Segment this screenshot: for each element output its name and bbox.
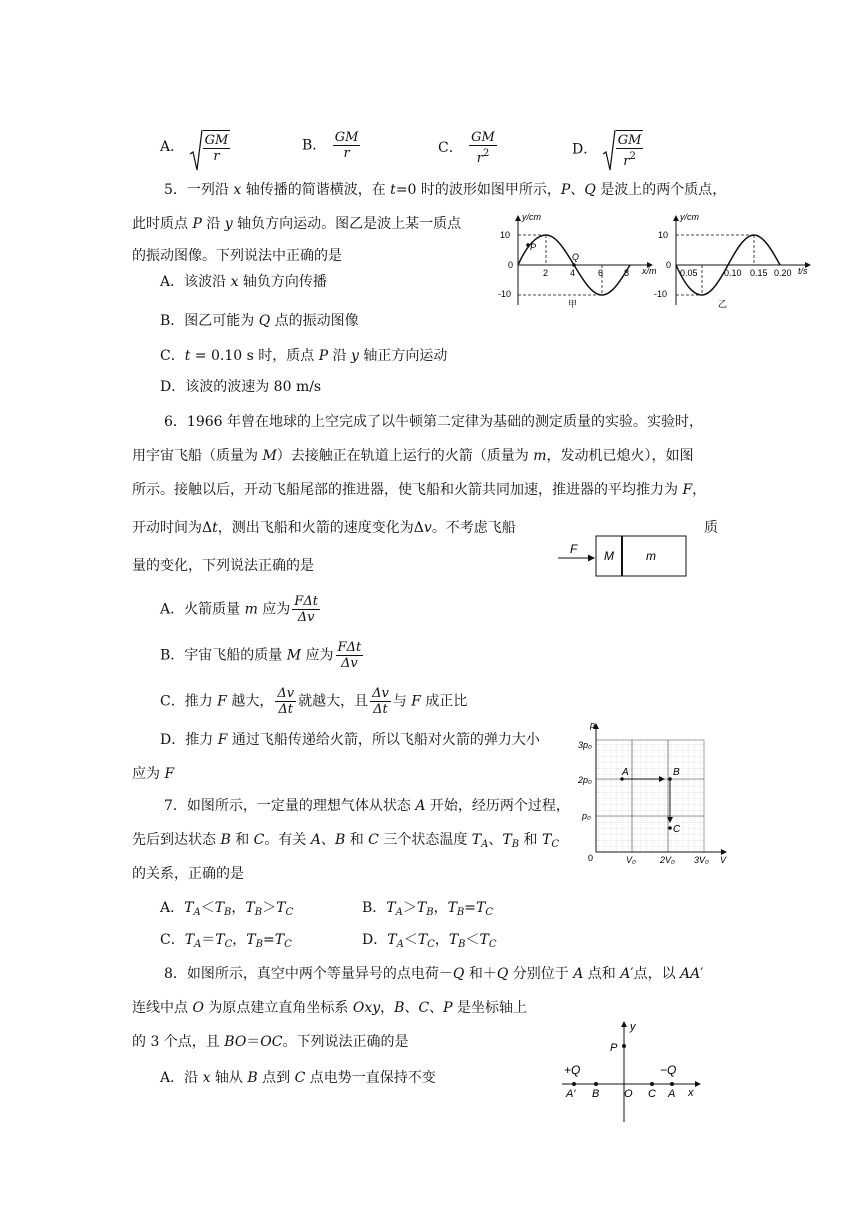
state-a-label: A — [622, 767, 629, 778]
svg-text:Q: Q — [572, 252, 580, 262]
ytick-label: 10 — [658, 230, 669, 240]
state-b-label: B — [673, 767, 680, 778]
ytick-label: 3p₀ — [578, 740, 592, 750]
sqrt-symbol: $\frac{GM}{r^2}$ — [602, 130, 644, 169]
q4-option-b: B． $\frac{GM}{r}$ — [302, 130, 359, 161]
graph-caption: 甲 — [568, 299, 578, 309]
minus-charge-label: −Q — [660, 1063, 677, 1077]
q7-option-c: C．$T_A=T_C$，$T_B=T_C$ — [160, 932, 292, 950]
q6-stem-line4: 开动时间为Δt，测出飞船和火箭的速度变化为Δv。不考虑飞船 — [132, 520, 516, 536]
q6-stem-line3: 所示。接触以后，开动飞船尾部的推进器，使飞船和火箭共同加速，推进器的平均推力为 F， — [132, 482, 707, 498]
xtick-label: 2V₀ — [660, 855, 675, 865]
xtick-label: 4 — [570, 268, 576, 278]
origin-label: 0 — [588, 853, 594, 863]
q5-option-d: D．该波的波速为 80 m/s — [160, 379, 322, 395]
xtick-label: 8 — [624, 268, 630, 278]
xtick-label: 0.05 — [680, 268, 698, 278]
vibration-graph-yi — [650, 210, 820, 310]
q4-options — [160, 116, 680, 169]
ytick-label: 0 — [508, 260, 514, 270]
q5-stem-line2: 此时质点 P 沿 y 轴负方向运动。图乙是波上某一质点 — [132, 216, 462, 232]
force-label: F — [570, 542, 578, 556]
xtick-label: 0.20 — [774, 268, 792, 278]
q7-stem-line3: 的关系，正确的是 — [132, 866, 244, 882]
plus-charge-label: +Q — [564, 1063, 581, 1077]
ship-label: M — [604, 549, 614, 563]
x-axis-label: V — [720, 855, 727, 865]
q8-stem-line2: 连线中点 O 为原点建立直角坐标系 Oxy，B、C、P 是坐标轴上 — [132, 1000, 528, 1016]
q6-stem-line5: 量的变化，下列说法正确的是 — [132, 558, 314, 574]
q7-option-b: B．$T_A>T_B$，$T_B=T_C$ — [362, 900, 494, 918]
x-axis-label: x — [688, 1087, 694, 1099]
point-a-label: A — [668, 1088, 676, 1100]
x-axis-label: x/m — [642, 266, 657, 276]
pv-graph — [574, 720, 734, 870]
y-axis-label: y/cm — [680, 212, 699, 222]
q5-option-b: B．图乙可能为 Q 点的振动图像 — [160, 313, 359, 329]
point-a-prime-label: A′ — [566, 1088, 576, 1100]
q4-option-c: C． $\frac{GM}{r^2}$ — [438, 130, 495, 166]
q6-stem-line4-end: 质 — [704, 520, 718, 536]
x-axis-label: t/s — [798, 266, 808, 276]
point-p-label: P — [610, 1042, 618, 1054]
rocket-label: m — [646, 549, 656, 563]
q8-stem-line1: 8．如图所示，真空中两个等量异号的点电荷－Q 和＋Q 分别位于 A 点和 A′点，以 AA′ — [164, 966, 704, 982]
q6-stem-line2: 用宇宙飞船（质量为 M）去接触正在轨道上运行的火箭（质量为 m，发动机已熄火），如图 — [132, 448, 694, 464]
wave-graph-jia — [492, 210, 662, 310]
ytick-label: -10 — [498, 289, 512, 299]
xtick-label: 3V₀ — [694, 855, 709, 865]
xtick-label: 6 — [598, 268, 604, 278]
xtick-label: 2 — [543, 268, 549, 278]
q6-option-c: C．推力 F 越大， $\frac{\Delta v}{\Delta t}$ 就越大，且 $\frac{\Delta v}{\Delta t}$ 与 F 成正比 — [160, 686, 468, 717]
q6-option-a: A．火箭质量 m 应为 $\frac{\text{FΔt}}{\Delta v}$ — [160, 594, 318, 625]
point-c-label: C — [648, 1088, 656, 1100]
graph-caption: 乙 — [718, 299, 728, 309]
xtick-label: 0.10 — [724, 268, 742, 278]
q7-option-d: D．$T_A<T_C$，$T_B<T_C$ — [362, 932, 497, 950]
q8-stem-line3: 的 3 个点，且 BO＝OC。下列说法正确的是 — [132, 1034, 409, 1050]
sqrt-symbol: $\frac{GM}{r}$ — [189, 130, 231, 164]
y-axis-label: y — [630, 1021, 636, 1033]
q6-option-b: B．宇宙飞船的质量 M 应为 $\frac{\text{FΔt}}{\Delta v}$ — [160, 640, 362, 671]
origin-label: O — [624, 1088, 633, 1100]
xtick-label: V₀ — [626, 855, 636, 865]
q5-option-c: C．t = 0.10 s 时，质点 P 沿 y 轴正方向运动 — [160, 348, 448, 364]
q7-option-a: A．$T_A<T_B$，$T_B>T_C$ — [160, 900, 294, 918]
ytick-label: -10 — [654, 289, 668, 299]
y-axis-label: p — [590, 720, 596, 730]
point-b-label: B — [592, 1088, 600, 1100]
q6-option-d: D．推力 F 通过飞船传递给火箭，所以飞船对火箭的弹力大小 — [160, 732, 540, 748]
charge-coordinate-diagram — [556, 1016, 706, 1128]
y-axis-label: y/cm — [522, 212, 541, 222]
q5-option-a: A．该波沿 x 轴负方向传播 — [160, 274, 327, 290]
ytick-label: 0 — [666, 260, 672, 270]
q8-option-a: A．沿 x 轴从 B 点到 C 点电势一直保持不变 — [160, 1070, 436, 1086]
q7-stem-line1: 7．如图所示，一定量的理想气体从状态 A 开始，经历两个过程， — [164, 798, 570, 814]
q6-stem-line1: 6．1966 年曾在地球的上空完成了以牛顿第二定律为基础的测定质量的实验。实验时， — [164, 414, 703, 430]
ytick-label: 2p₀ — [578, 775, 592, 785]
q5-stem-line1: 5．一列沿 x 轴传播的简谐横波，在 t=0 时的波形如图甲所示，P、Q 是波上的两个质点， — [164, 182, 727, 198]
xtick-label: 0.15 — [750, 268, 768, 278]
state-c-label: C — [673, 824, 681, 835]
q6-option-d-cont: 应为 F — [132, 766, 175, 782]
q5-stem-line3: 的振动图像。下列说法中正确的是 — [132, 248, 342, 264]
spaceship-rocket-diagram — [556, 532, 696, 580]
svg-text:P: P — [530, 242, 537, 252]
q7-stem-line2: 先后到达状态 B 和 C。有关 A、B 和 C 三个状态温度 $T_A$、$T_B$ 和 $T_C$ — [132, 832, 559, 850]
point-q — [572, 263, 576, 267]
q4-option-a: A． $\frac{GM}{r}$ — [160, 130, 230, 164]
q4-option-d: D． $\frac{GM}{r^2}$ — [572, 130, 643, 169]
ytick-label: 10 — [500, 230, 511, 240]
ytick-label: p₀ — [582, 811, 591, 821]
